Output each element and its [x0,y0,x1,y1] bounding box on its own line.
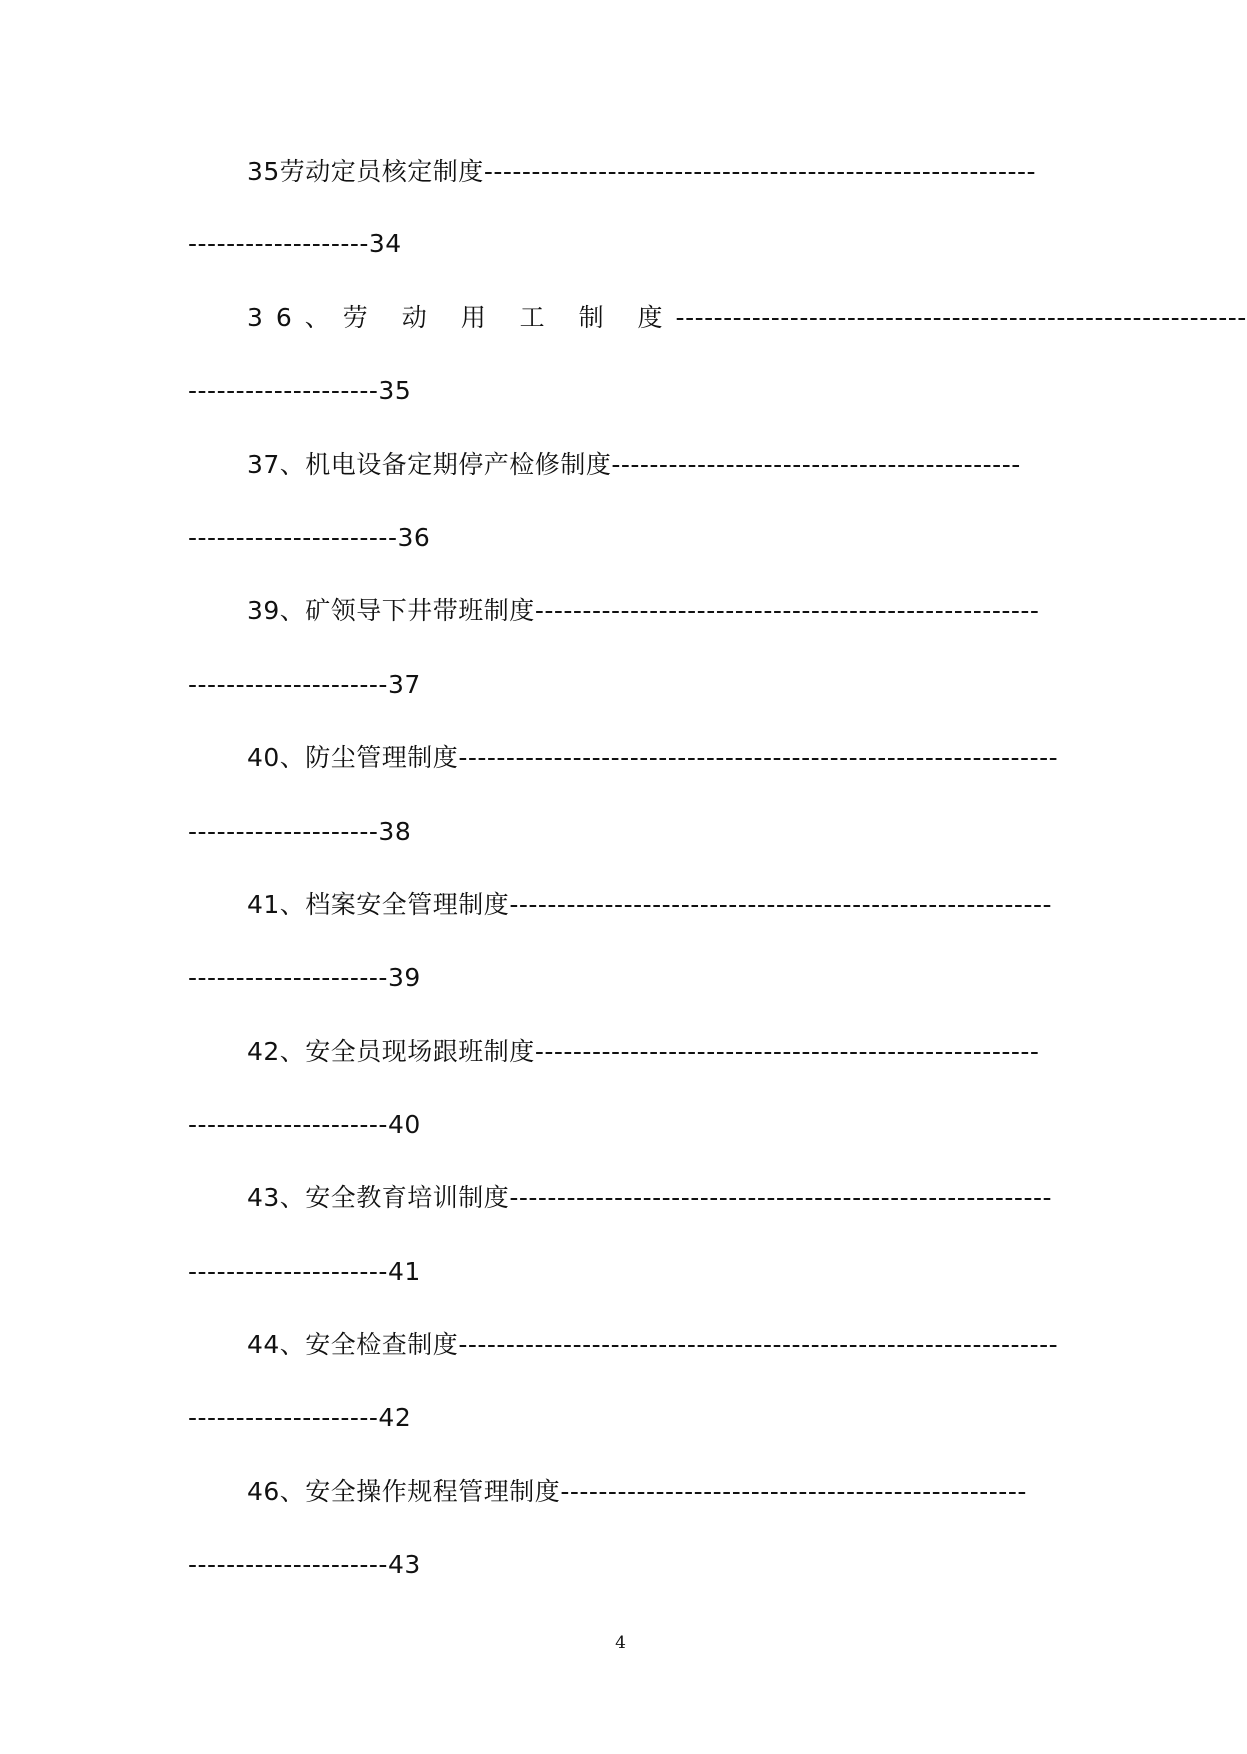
toc-page-number: 35 [378,376,412,405]
toc-page-number: 34 [368,229,402,258]
toc-entry-44-title-line [247,1328,1059,1362]
toc-leader-continued: --------------------- [188,1110,388,1139]
toc-entry-43-title-line [247,1181,1055,1215]
toc-entry-35-title-line [247,155,1055,189]
toc-page-number: 42 [378,1403,412,1432]
toc-entry-42-page-line [188,1108,588,1142]
toc-entry-title: 36、劳 动 用 工 制 度 [247,303,676,332]
toc-leader-continued: -------------------- [188,817,379,846]
toc-leader-continued: --------------------- [188,1550,388,1579]
toc-page-number: 39 [387,963,421,992]
toc-entry-39-page-line [188,668,588,702]
toc-leader-continued: ------------------- [188,229,369,258]
toc-leader: --------------------------------------------------------- [509,1183,1053,1212]
toc-page-number: 43 [387,1550,421,1579]
toc-entry-40-title-line [247,741,1059,775]
toc-entry-39-title-line [247,594,1055,628]
toc-entry-title: 42、安全员现场跟班制度 [247,1037,535,1066]
page-number: 4 [615,1633,626,1653]
toc-page-number: 40 [387,1110,421,1139]
toc-entry-title: 46、安全操作规程管理制度 [247,1477,561,1506]
toc-entry-44-page-line [188,1401,588,1435]
toc-entry-title: 35劳动定员核定制度 [247,157,484,186]
toc-page-number: 36 [397,523,431,552]
toc-entry-36-page-line [188,374,588,408]
toc-leader: ----------------------------------------------------- [534,1037,1040,1066]
toc-entry-46-page-line [188,1548,588,1582]
toc-entry-43-page-line [188,1255,588,1289]
toc-leader-continued: -------------------- [188,1403,379,1432]
toc-leader-continued: ---------------------- [188,523,398,552]
toc-leader: --------------------------------------------------------------- [458,743,1059,772]
toc-entry-46-title-line [247,1475,1055,1509]
toc-entry-title: 39、矿领导下井带班制度 [247,596,535,625]
toc-entry-41-page-line [188,961,588,995]
toc-leader-continued: -------------------- [188,376,379,405]
toc-entry-title: 41、档案安全管理制度 [247,890,510,919]
toc-entry-title: 40、防尘管理制度 [247,743,459,772]
toc-leader: --------------------------------------------------------- [509,890,1053,919]
toc-leader: ----------------------------------------------------- [534,596,1040,625]
toc-entry-title: 37、机电设备定期停产检修制度 [247,450,612,479]
toc-entry-37-page-line [188,521,588,555]
toc-page-number: 41 [387,1257,421,1286]
toc-leader: ------------------------------------------- [611,450,1021,479]
toc-leader: ------------------------------------------------------------ [675,303,1247,332]
toc-entry-41-title-line [247,888,1055,922]
toc-page-number: 37 [387,670,421,699]
toc-entry-title: 43、安全教育培训制度 [247,1183,510,1212]
toc-leader: ---------------------------------------------------------- [483,157,1037,186]
toc-entry-42-title-line [247,1035,1055,1069]
toc-page-number: 38 [378,817,412,846]
toc-entry-36-title-line [247,301,1247,335]
toc-entry-40-page-line [188,815,588,849]
toc-entry-35-page-line [188,227,588,261]
toc-entry-37-title-line [247,448,1055,482]
toc-leader-continued: --------------------- [188,670,388,699]
toc-leader: ------------------------------------------------- [560,1477,1027,1506]
toc-leader-continued: --------------------- [188,1257,388,1286]
toc-entry-title: 44、安全检查制度 [247,1330,459,1359]
toc-leader: --------------------------------------------------------------- [458,1330,1059,1359]
toc-leader-continued: --------------------- [188,963,388,992]
